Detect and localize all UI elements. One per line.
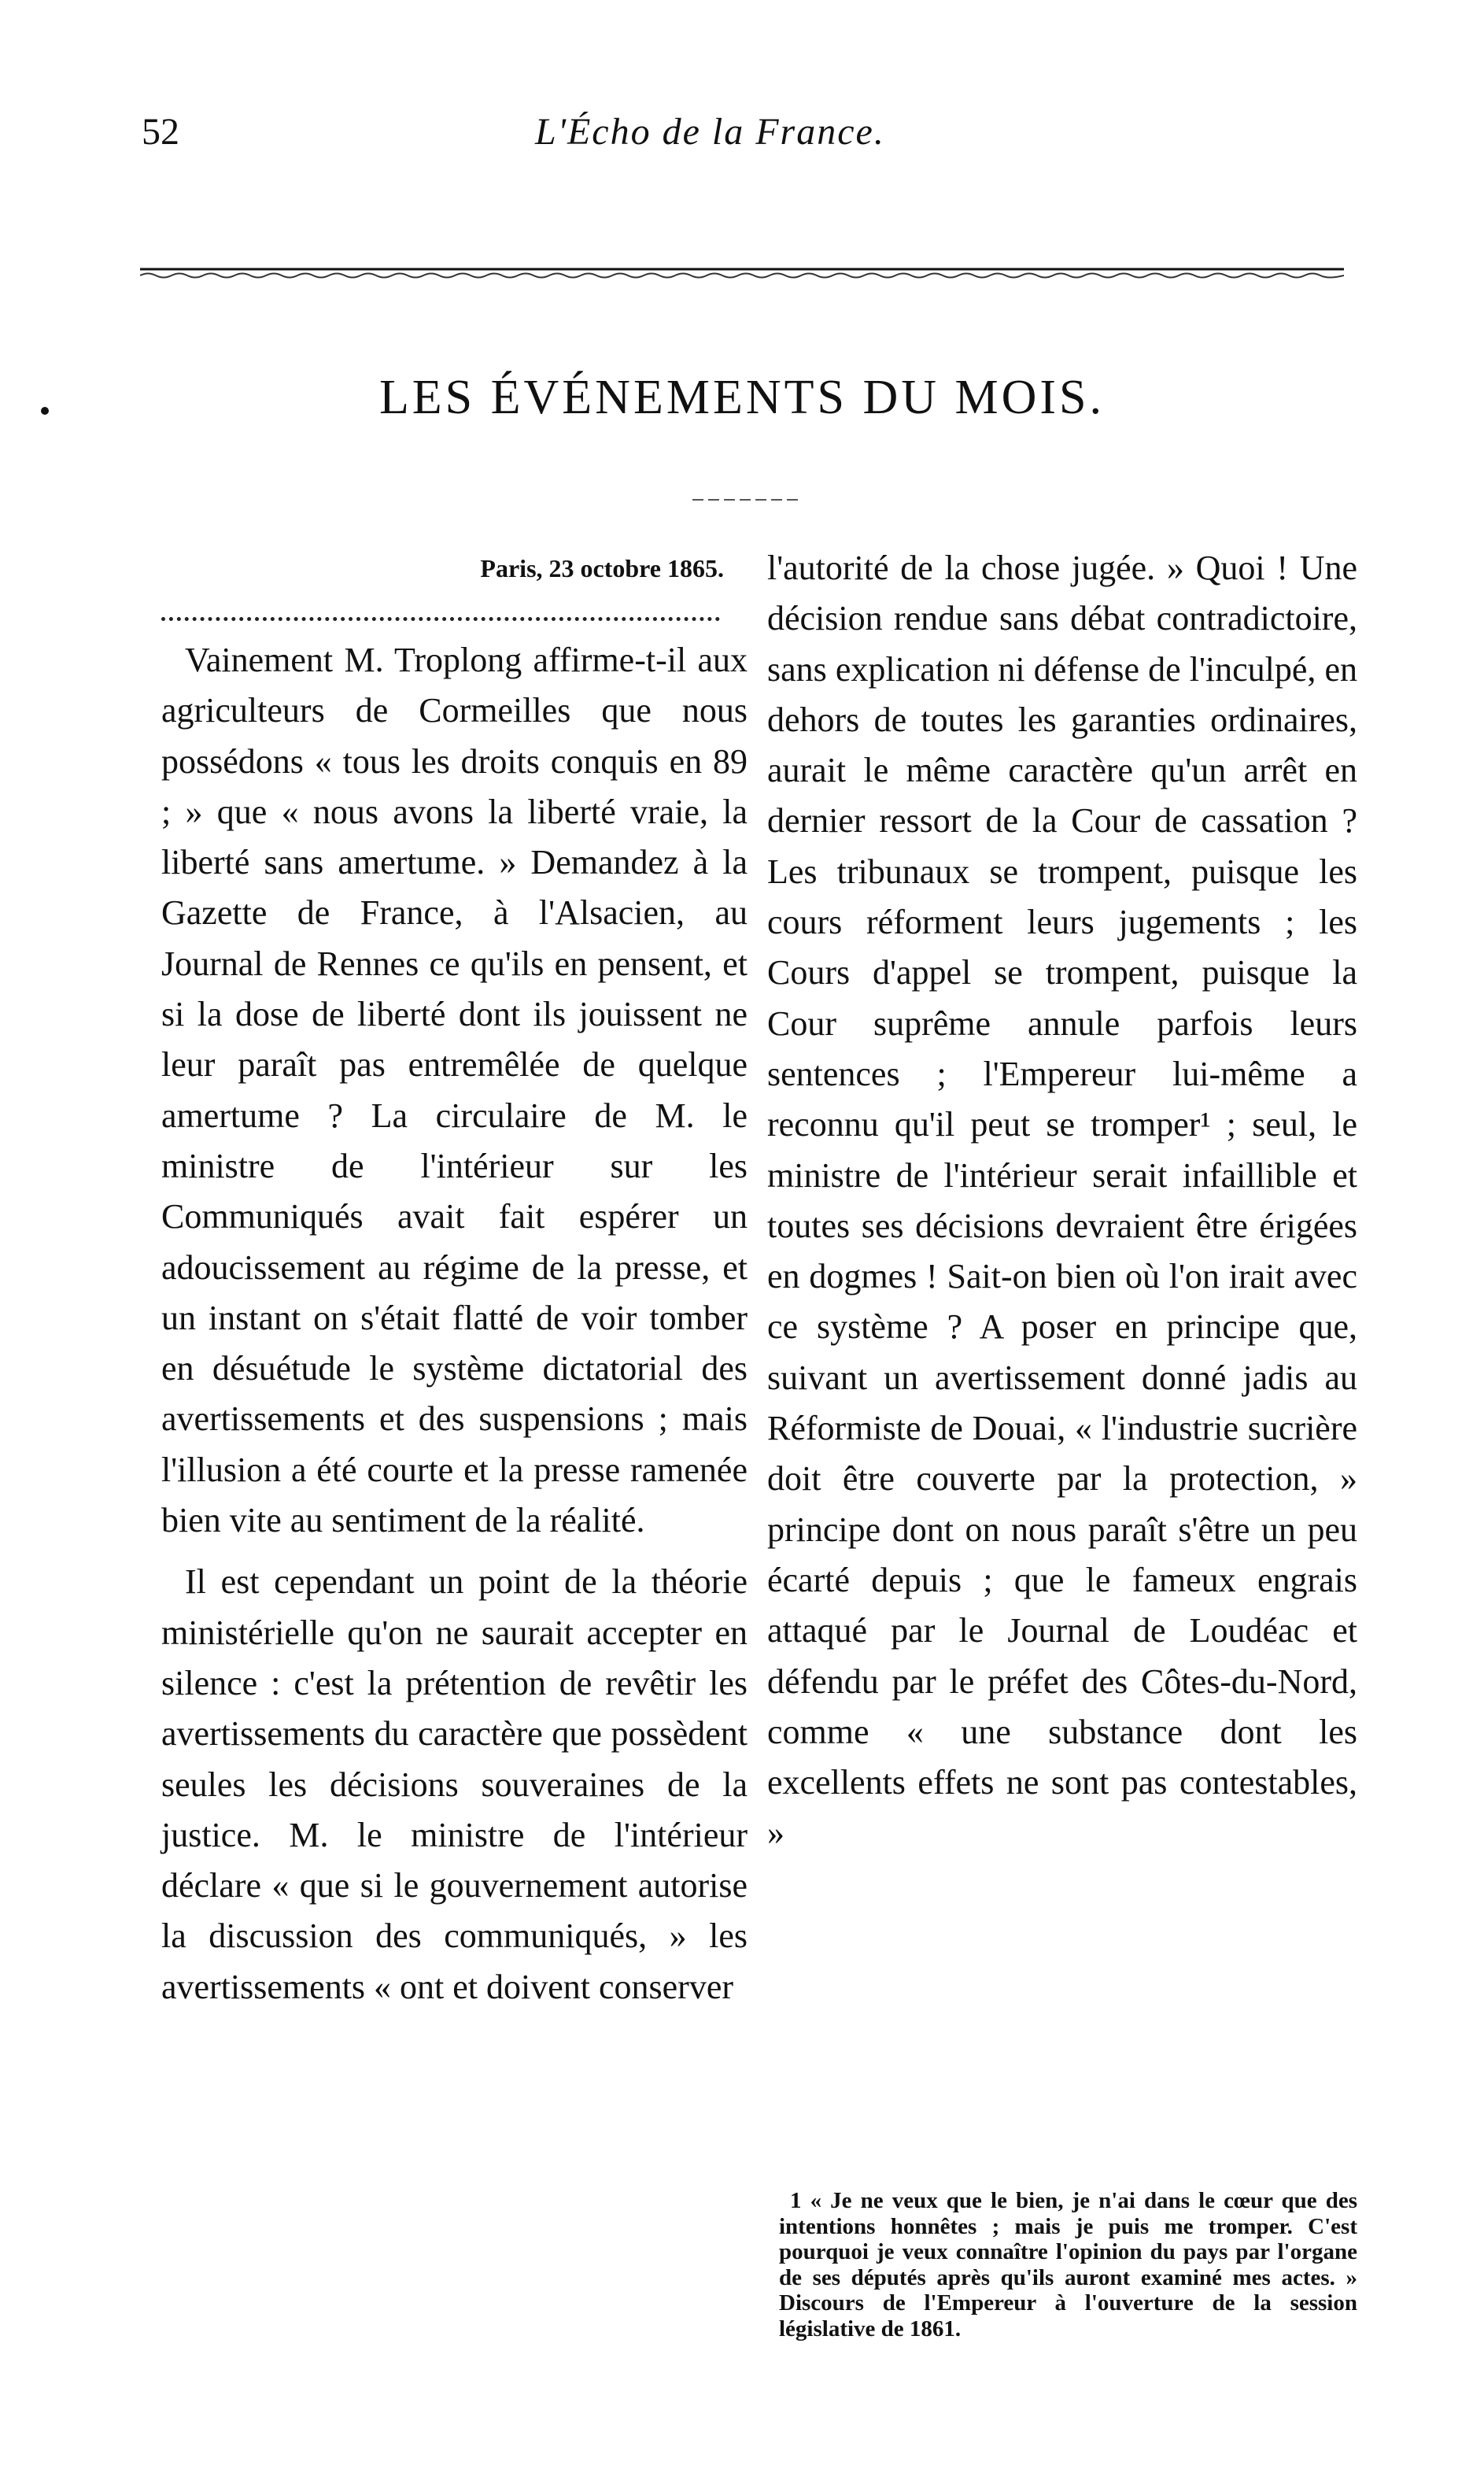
running-head [142, 110, 1353, 165]
header-rule [140, 266, 1344, 280]
paragraph: l'autorité de la chose jugée. » Quoi ! Une décision rendue sans débat contradictoire, sans explication ni défense de l'inculpé, en dehors de toutes les garanties ordinaires, aurait le même caractère qu'un arrêt en dernier ressort de la Cour de cassation ? Les tribunaux se trompent, puisque les cours réforment leurs jugements ; les Cours d'appel se trompent, puisque la Cour suprême annule parfois leurs sentences ; l'Empereur lui-même a reconnu qu'il peut se tromper¹ ; seul, le ministre de l'intérieur serait infaillible et toutes ses décisions devraient être érigées en dogmes ! Sait-on bien où l'on irait avec ce système ? A poser en principe que, suivant un avertissement donné jadis au Réformiste de Douai, « l'industrie sucrière doit être couverte par la protection, » principe dont on nous paraît s'être un peu écarté depuis ; que le fameux engrais attaqué par le Journal de Loudéac et défendu par le préfet des Côtes-du-Nord, comme « une substance dont les excellents effets ne sont pas contestables, » [767, 549, 1357, 1853]
page-number: 52 [142, 111, 179, 153]
section-title: LES ÉVÉNEMENTS DU MOIS. [378, 371, 1106, 424]
dotted-rule [161, 593, 720, 621]
paragraph: Vainement M. Troplong affirme-t-il aux agriculteurs de Cormeilles que nous possédons « tous les droits conquis en 89 ; » que « nous avons la liberté vraie, la liberté sans amertume. » Demandez à la Gazette de France, à l'Alsacien, au Journal de Rennes ce qu'ils en pensent, et si la dose de liberté dont ils jouissent ne leur paraît pas entremêlée de quelque amertume ? La circulaire de M. le ministre de l'intérieur sur les Communiqués avait fait espérer un adoucissement au régime de la presse, et un instant on s'était flatté de voir tomber en désuétude le système dictatorial des avertissements et des suspensions ; mais l'illusion a été courte et la presse ramenée bien vite au sentiment de la réalité. [161, 641, 748, 1540]
title-ornament [692, 497, 803, 502]
left-column [161, 543, 748, 2013]
journal-title: L'Écho de la France. [535, 111, 885, 153]
paragraph: Il est cependant un point de la théorie ministérielle qu'on ne saurait accepter en silence : c'est la prétention de revêtir les avertissements du caractère que possèdent seules les décisions souveraines de la justice. M. le ministre de l'intérieur déclare « que si le gouvernement autorise la discussion des communiqués, » les avertissements « ont et doivent conserver [161, 1562, 748, 2006]
right-column [767, 543, 1357, 1859]
footnote: 1 « Je ne veux que le bien, je n'ai dans le cœur que des intentions honnêtes ; mais je puis me tromper. C'est pourquoi je veux connaître l'opinion du pays par l'organe de ses députés après qu'ils auront examiné mes actes. » Discours de l'Empereur à l'ouverture de la session législative de 1861. [779, 2188, 1357, 2341]
dateline: Paris, 23 octobre 1865. [480, 554, 724, 582]
